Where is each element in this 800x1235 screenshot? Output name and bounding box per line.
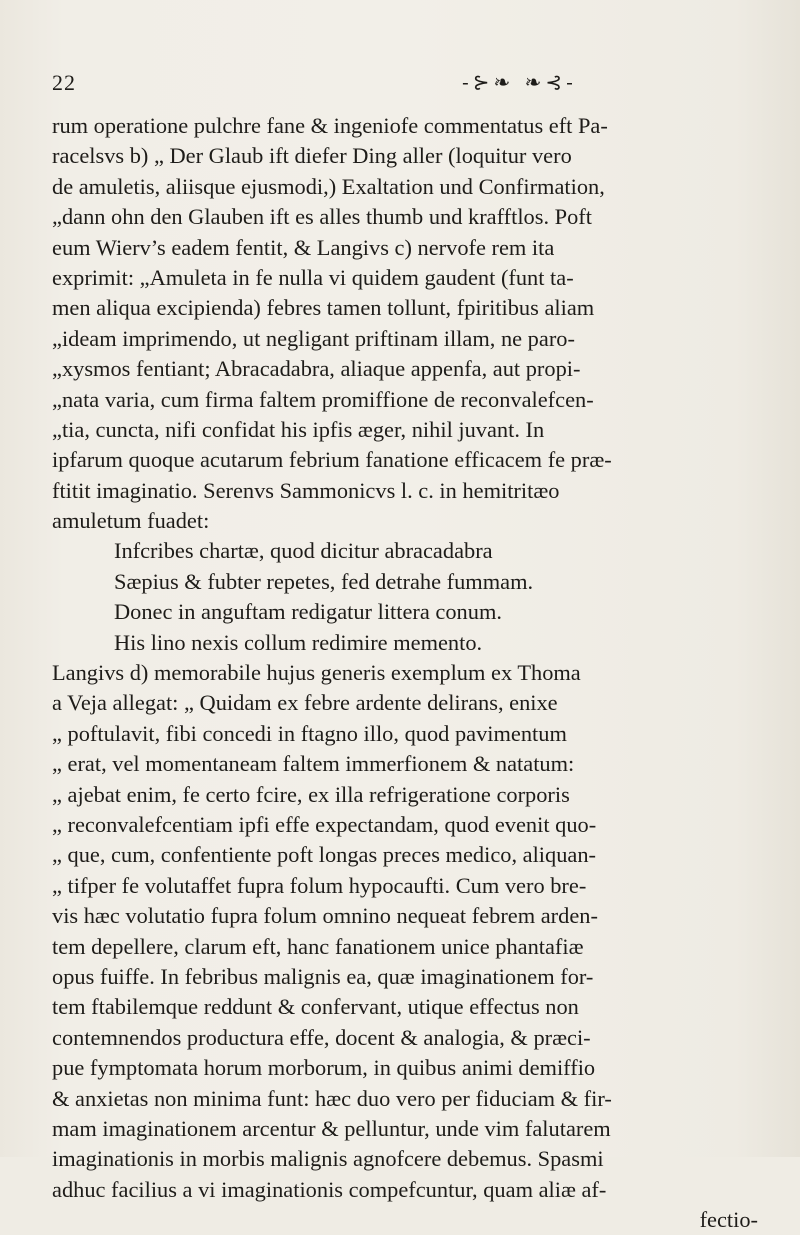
text-line: exprimit: „Amuleta in fe nulla vi quidem gaudent (funt ta- bbox=[52, 264, 574, 290]
text-line: eum Wierv’s eadem fentit, & Langivs c) nervofe rem ita bbox=[52, 234, 555, 260]
text-line: racelsvs b) „ Der Glaub ift diefer Ding aller (loquitur vero bbox=[52, 143, 572, 169]
text-line: rum operatione pulchre fane & ingeniofe commentatus eft Pa- bbox=[52, 113, 608, 138]
verse-line: His lino nexis collum redimire memento. bbox=[114, 629, 483, 655]
text-line: & anxietas non minima funt: hæc duo vero per fiduciam & fir- bbox=[52, 1085, 612, 1111]
text-line: „ erat, vel momentaneam faltem immerfionem & natatum: bbox=[52, 751, 575, 777]
page-header bbox=[52, 70, 752, 104]
body-text bbox=[52, 111, 764, 1235]
text-line: „ que, cum, confentiente poft longas preces medico, aliquan- bbox=[52, 842, 597, 868]
catchword: fectio- bbox=[699, 1207, 758, 1233]
text-line: adhuc facilius a vi imaginationis compefcuntur, quam aliæ af- bbox=[52, 1176, 607, 1202]
text-line: vis hæc volutatio fupra folum omnino nequeat febrem arden- bbox=[52, 903, 598, 929]
text-line: tem depellere, clarum eft, hanc fanationem unice phantafiæ bbox=[52, 933, 584, 959]
text-line: mam imaginationem arcentur & pelluntur, unde vim falutarem bbox=[52, 1115, 611, 1141]
text-line: men aliqua excipienda) febres tamen tollunt, fpiritibus aliam bbox=[52, 295, 595, 321]
verse-line: Sæpius & fubter repetes, fed detrahe fummam. bbox=[114, 568, 534, 594]
text-line: Langivs d) memorabile hujus generis exemplum ex Thoma bbox=[52, 660, 581, 686]
page-number: 22 bbox=[52, 70, 76, 95]
header-ornament: -⊱❧ ❧⊰- bbox=[462, 70, 577, 94]
text-line: opus fuiffe. In febribus malignis ea, quæ imaginationem for- bbox=[52, 963, 594, 989]
text-line: de amuletis, aliisque ejusmodi,) Exaltation und Confirmation, bbox=[52, 173, 605, 199]
text-line: a Veja allegat: „ Quidam ex febre ardente delirans, enixe bbox=[52, 690, 558, 716]
text-line: ipfarum quoque acutarum febrium fanatione efficacem fe præ- bbox=[52, 447, 612, 473]
text-line: ftitit imaginatio. Serenvs Sammonicvs l. c. in hemitritæo bbox=[52, 477, 560, 503]
text-line: „ideam imprimendo, ut negligant priftinam illam, ne paro- bbox=[52, 325, 575, 351]
text-line: contemnendos productura effe, docent & analogia, & præci- bbox=[52, 1024, 591, 1050]
text-line: imaginationis in morbis malignis agnofcere debemus. Spasmi bbox=[52, 1146, 604, 1172]
text-line: pue fymptomata horum morborum, in quibus animi demiffio bbox=[52, 1055, 596, 1081]
text-line: „ ajebat enim, fe certo fcire, ex illa refrigeratione corporis bbox=[52, 781, 570, 807]
text-line: „ reconvalefcentiam ipfi effe expectandam, quod evenit quo- bbox=[52, 811, 597, 837]
text-line: „dann ohn den Glauben ift es alles thumb und krafftlos. Poft bbox=[52, 204, 592, 230]
text-line: tem ftabilemque reddunt & confervant, utique effectus non bbox=[52, 994, 579, 1020]
verse-line: Infcribes chartæ, quod dicitur abracadabra bbox=[114, 538, 493, 564]
verse-line: Donec in anguftam redigatur littera conum. bbox=[114, 599, 502, 625]
text-line: „nata varia, cum firma faltem promiffione de reconvalefcen- bbox=[52, 386, 594, 412]
text-line: „xysmos fentiant; Abracadabra, aliaque appenfa, aut propi- bbox=[52, 356, 581, 382]
text-line: „ tifper fe volutaffet fupra folum hypocaufti. Cum vero bre- bbox=[52, 872, 587, 898]
text-line: „tia, cuncta, nifi confidat his ipfis æger, nihil juvant. In bbox=[52, 416, 545, 442]
text-line: amuletum fuadet: bbox=[52, 508, 210, 534]
text-line: „ poftulavit, fibi concedi in ftagno illo, quod pavimentum bbox=[52, 720, 567, 746]
